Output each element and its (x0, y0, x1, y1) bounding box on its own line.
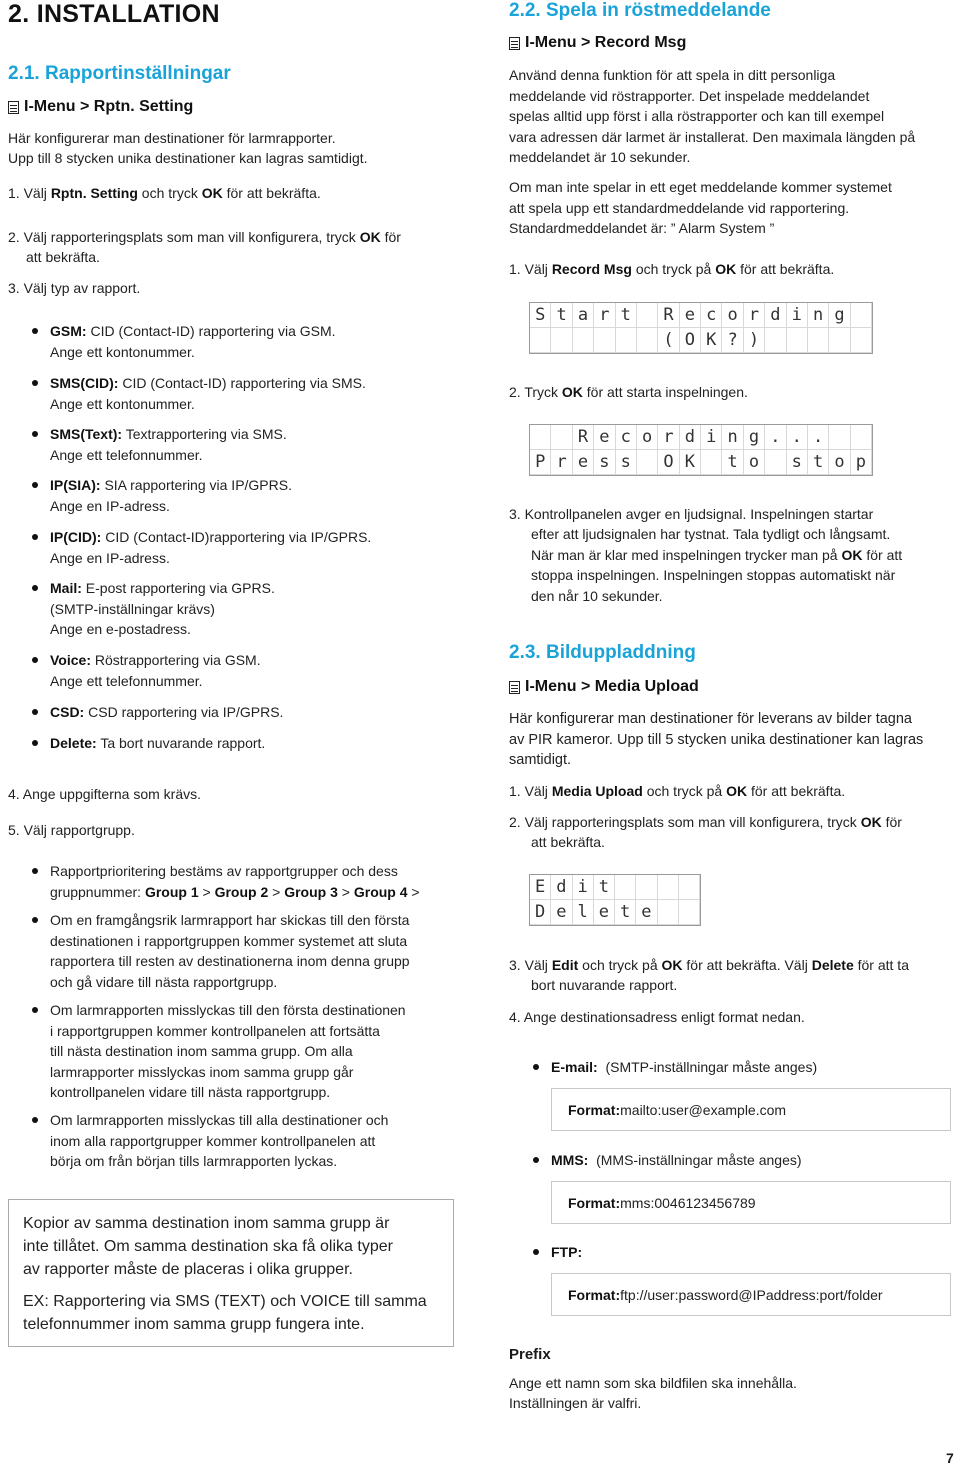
lcd-cell: d (680, 425, 701, 450)
report-type-delete: Delete: Ta bort nuvarande rapport. (30, 733, 265, 754)
format-email-box: Format: mailto:user@example.com (551, 1088, 951, 1131)
lcd-cell: t (808, 450, 829, 475)
record-step-3-line-3: När man är klar med inspelningen trycker man på OK för att (531, 547, 903, 563)
format-ftp-box: Format: ftp://user:password@IPaddress:port/folder (551, 1273, 951, 1316)
lcd-cell (658, 875, 679, 900)
format-mms: MMS: (MMS-inställningar måste anges) (531, 1150, 802, 1171)
lcd-cell: ) (744, 328, 765, 353)
lcd-cell (829, 425, 850, 450)
lcd-cell (616, 328, 637, 353)
report-type-voice: Voice: Röstrapportering via GSM. Ange ett telefonnummer. (30, 650, 261, 691)
lcd-cell: e (594, 900, 615, 925)
lcd-display-edit-delete (529, 874, 701, 926)
step-2-line-2: att bekräfta. (26, 249, 100, 265)
lcd-cell: r (744, 303, 765, 328)
group-note-failure-all: Om larmrapporten misslyckas till alla destinationer och inom alla rapportgrupper kommer kontrollpanelen att börja om från början tills larmrapporten lyckas. (30, 1110, 388, 1172)
lcd-cell (787, 328, 808, 353)
record-description: Använd denna funktion för att spela in ditt personliga meddelande vid röstrapporter. Det inspelade meddelandet spelas alltid upp först i alla röstrapporter och kan till exempel vara adressen där larmet är installerat. Den maximala längden på meddelandet är 10 sekunder. (509, 67, 916, 165)
lcd-cell: i (787, 303, 808, 328)
format-email: E-mail: (SMTP-inställningar måste anges) (531, 1057, 817, 1078)
record-step-3-line-2: efter att ljudsignalen har tystnat. Tala tydligt och långsamt. (531, 526, 891, 542)
lcd-cell: O (680, 328, 701, 353)
lcd-cell: ? (722, 328, 743, 353)
lcd-cell: a (573, 303, 594, 328)
lcd-cell: o (722, 303, 743, 328)
lcd-cell: . (765, 425, 786, 450)
step-5: 5. Välj rapportgrupp. (8, 822, 135, 838)
record-step-2: 2. Tryck OK för att starta inspelningen. (509, 384, 748, 400)
report-type-sms-cid: SMS(CID): CID (Contact-ID) rapportering via SMS. Ange ett kontonummer. (30, 373, 366, 414)
warning-text: Kopior av samma destination inom samma grupp är inte tillåtet. Om samma destination ska få olika typer av rapporter måste de placeras i olika grupper. (23, 1215, 393, 1278)
lcd-cell: p (851, 450, 872, 475)
lcd-cell: R (573, 425, 594, 450)
format-mms-box: Format: mms:0046123456789 (551, 1181, 951, 1224)
step-1: 1. Välj Rptn. Setting och tryck OK för att bekräfta. (8, 185, 321, 201)
document-icon (509, 681, 520, 694)
lcd-cell: D (530, 900, 551, 925)
lcd-cell: s (787, 450, 808, 475)
lcd-cell: o (744, 450, 765, 475)
menu-path-media (509, 678, 699, 696)
report-type-sms-text: SMS(Text): Textrapportering via SMS. Ange ett telefonnummer. (30, 424, 287, 465)
lcd-cell: K (680, 450, 701, 475)
lcd-cell (637, 450, 658, 475)
lcd-cell: O (658, 450, 679, 475)
lcd-cell: . (787, 425, 808, 450)
lcd-cell: g (829, 303, 850, 328)
record-step-3-line-5: den når 10 sekunder. (531, 588, 663, 604)
record-default-note: Om man inte spelar in ett eget meddelande kommer systemet att spela upp ett standardmeddelande vid rapportering. Standardmeddelandet är: ” Alarm System ” (509, 179, 892, 236)
lcd-cell: K (701, 328, 722, 353)
lcd-cell: g (744, 425, 765, 450)
lcd-cell: ( (658, 328, 679, 353)
media-step-3-line-2: bort nuvarande rapport. (531, 977, 678, 993)
lcd-cell (658, 900, 679, 925)
lcd-cell: s (616, 450, 637, 475)
lcd-cell (829, 328, 850, 353)
report-type-ip-sia: IP(SIA): SIA rapportering via IP/GPRS. Ange en IP-adress. (30, 475, 292, 516)
lcd-cell: o (829, 450, 850, 475)
lcd-cell (701, 450, 722, 475)
section-2-1-title: 2.1. Rapportinställningar (8, 63, 231, 84)
chapter-title: 2. INSTALLATION (8, 0, 220, 28)
media-step-4: 4. Ange destinationsadress enligt format nedan. (509, 1009, 805, 1025)
lcd-display-start-recording (529, 302, 873, 354)
menu-path-label: I-Menu > Record Msg (525, 34, 687, 51)
lcd-cell: s (594, 450, 615, 475)
format-ftp: FTP: (531, 1242, 582, 1263)
lcd-cell: r (551, 450, 572, 475)
lcd-cell: d (765, 303, 786, 328)
record-step-3-line-4: stoppa inspelningen. Inspelningen stoppas automatiskt när (531, 567, 896, 583)
lcd-cell (851, 425, 872, 450)
lcd-cell: t (551, 303, 572, 328)
lcd-cell: t (722, 450, 743, 475)
record-step-1: 1. Välj Record Msg och tryck på OK för att bekräfta. (509, 261, 835, 277)
menu-path-label: I-Menu > Media Upload (525, 678, 699, 695)
page-number: 7 (946, 1450, 954, 1466)
lcd-cell (679, 900, 700, 925)
section-2-3-title: 2.3. Bilduppladdning (509, 642, 696, 663)
lcd-cell (530, 425, 551, 450)
lcd-cell: R (658, 303, 679, 328)
prefix-line-2: Inställningen är valfri. (509, 1395, 642, 1411)
lcd-cell (551, 328, 572, 353)
lcd-cell (573, 328, 594, 353)
media-step-2-line-2: att bekräfta. (531, 834, 605, 850)
lcd-cell: r (658, 425, 679, 450)
lcd-cell: d (551, 875, 572, 900)
lcd-cell: S (530, 303, 551, 328)
lcd-cell: E (530, 875, 551, 900)
lcd-display-recording (529, 424, 873, 476)
lcd-cell: e (573, 450, 594, 475)
lcd-cell (637, 303, 658, 328)
lcd-cell (679, 875, 700, 900)
report-type-csd: CSD: CSD rapportering via IP/GPRS. (30, 702, 283, 723)
lcd-cell: e (636, 900, 657, 925)
lcd-cell (637, 328, 658, 353)
lcd-cell: i (573, 875, 594, 900)
lcd-cell: n (808, 303, 829, 328)
step-4: 4. Ange uppgifterna som krävs. (8, 786, 201, 802)
lcd-cell: l (573, 900, 594, 925)
lcd-cell: c (616, 425, 637, 450)
step-2: 2. Välj rapporteringsplats som man vill konfigurera, tryck OK för (8, 229, 401, 245)
menu-path-rptn (8, 98, 193, 116)
lcd-cell (636, 875, 657, 900)
lcd-cell (808, 328, 829, 353)
lcd-cell (765, 450, 786, 475)
lcd-cell (851, 303, 872, 328)
lcd-cell: r (594, 303, 615, 328)
group-note-priority: Rapportprioritering bestäms av rapportgrupper och dess gruppnummer: Group 1 > Group 2 > Group 3 > Group 4 > (30, 861, 420, 902)
lcd-cell: o (637, 425, 658, 450)
lcd-cell (594, 328, 615, 353)
lcd-cell (851, 328, 872, 353)
menu-path-label: I-Menu > Rptn. Setting (24, 98, 194, 115)
lcd-cell: c (701, 303, 722, 328)
intro-line-1: Här konfigurerar man destinationer för larmrapporter. (8, 130, 336, 146)
record-step-3: 3. Kontrollpanelen avger en ljudsignal. Inspelningen startar (509, 506, 874, 522)
lcd-cell: t (616, 303, 637, 328)
lcd-cell: P (530, 450, 551, 475)
lcd-cell: e (594, 425, 615, 450)
step-3: 3. Välj typ av rapport. (8, 280, 141, 296)
intro-line-2: Upp till 8 stycken unika destinationer kan lagras samtidigt. (8, 150, 368, 166)
lcd-cell (615, 875, 636, 900)
group-note-success: Om en framgångsrik larmrapport har skickas till den första destinationen i rapportgruppen kommer systemet att sluta rapportera till resten av destinationerna inom denna grupp och gå vidare till nästa rapportgrupp. (30, 910, 410, 992)
media-description: Här konfigurerar man destinationer för leverans av bilder tagna av PIR kameror. Upp till 5 stycken unika destinationer kan lagras samtidigt. (509, 711, 924, 768)
report-type-ip-cid: IP(CID): CID (Contact-ID)rapportering via IP/GPRS. Ange en IP-adress. (30, 527, 371, 568)
lcd-cell (551, 425, 572, 450)
lcd-cell: e (551, 900, 572, 925)
media-step-1: 1. Välj Media Upload och tryck på OK för att bekräfta. (509, 783, 846, 799)
document-icon (8, 101, 19, 114)
document-icon (509, 37, 520, 50)
media-step-2: 2. Välj rapporteringsplats som man vill konfigurera, tryck OK för (509, 814, 902, 830)
lcd-cell (530, 328, 551, 353)
lcd-cell: . (808, 425, 829, 450)
report-type-gsm: GSM: CID (Contact-ID) rapportering via GSM. Ange ett kontonummer. (30, 321, 336, 362)
lcd-cell: i (701, 425, 722, 450)
warning-example: EX: Rapportering via SMS (TEXT) och VOICE till samma telefonnummer inom samma grupp fungera inte. (23, 1293, 427, 1333)
report-type-mail: Mail: E-post rapportering via GPRS. (SMTP-inställningar krävs) Ange en e-postadress. (30, 578, 275, 640)
prefix-title: Prefix (509, 1346, 551, 1363)
warning-box (8, 1199, 454, 1347)
lcd-cell: n (722, 425, 743, 450)
lcd-cell (765, 328, 786, 353)
media-step-3: 3. Välj Edit och tryck på OK för att bekräfta. Välj Delete för att ta (509, 957, 909, 973)
menu-path-record (509, 34, 686, 52)
prefix-line-1: Ange ett namn som ska bildfilen ska innehålla. (509, 1375, 797, 1391)
section-2-2-title: 2.2. Spela in röstmeddelande (509, 0, 771, 21)
lcd-cell: e (680, 303, 701, 328)
group-note-failure-first: Om larmrapporten misslyckas till den första destinationen i rapportgruppen kommer kontrollpanelen att fortsätta till nästa destination inom samma grupp. Om alla larmrapporter misslyckas inom samma grupp går kontrollpanelen vidare till nästa rapportgrupp. (30, 1000, 406, 1103)
lcd-cell: t (615, 900, 636, 925)
lcd-cell: t (594, 875, 615, 900)
